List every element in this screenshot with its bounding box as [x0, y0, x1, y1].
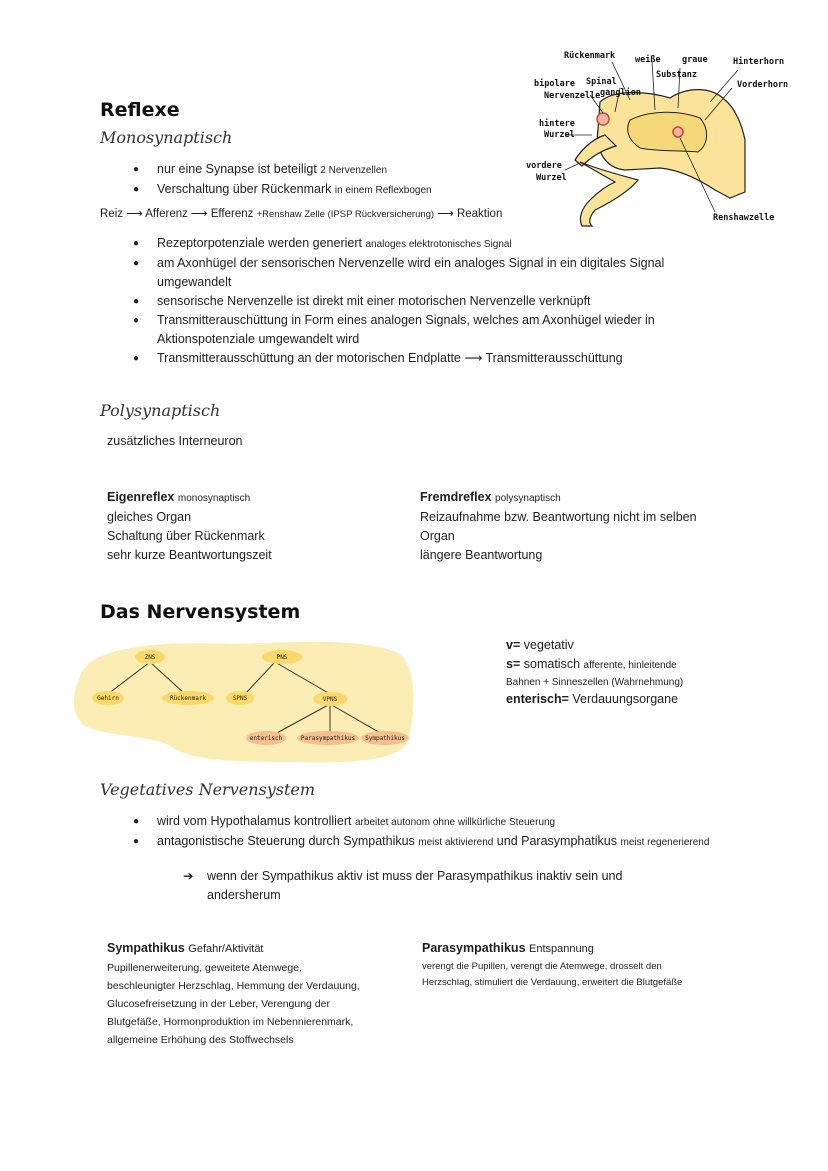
spinal-nerve — [580, 162, 638, 226]
label-vorderhorn: Vorderhorn — [737, 80, 789, 90]
parasympathikus-block: Parasympathikus Entspannung verengt die Pupillen, verengt die Atemwege, drosselt den Herzschlag, stimuliert die Verdauung, erweitert die Blutgefäße — [422, 941, 683, 988]
eigenreflex-block: Eigenreflex monosynaptisch gleiches Organ Schaltung über Rückenmark sehr kurze Beantwortungszeit — [107, 490, 272, 562]
vegetativ-heading: Vegetatives Nervensystem — [100, 780, 316, 799]
label-spinal: Spinal — [586, 77, 617, 87]
label-weisse: weiße — [635, 55, 661, 65]
label-rueckenmark: Rückenmark — [564, 51, 616, 61]
list-item: ● sensorische Nervenzelle ist direkt mit einer motorischen Nervenzelle verknüpft — [133, 292, 713, 311]
label-substanz: Substanz — [656, 70, 697, 80]
label-ganglion: ganglion — [600, 88, 641, 98]
sympathikus-block: Sympathikus Gefahr/Aktivität Pupillenerweiterung, geweitete Atenwege, beschleunigter Herzschlag, Hemmung der Verdauung, Glucosefreisetzung in der Leber, Verengung der Blutgefäße, Hormonproduktion im Nebennierenmark, allgemeine Erhöhung des Stoffwechsels — [107, 941, 360, 1046]
list-item: ● wird vom Hypothalamus kontrolliert arbeitet autonom ohne willkürliche Steuerung — [133, 812, 713, 832]
list-item: ● antagonistische Steuerung durch Sympathikus meist aktivierend und Parasymphatikus meist regenerierend — [133, 832, 713, 852]
label-vordere: vordere — [526, 161, 562, 171]
nervensystem-title: Das Nervensystem — [100, 601, 301, 623]
mono-bullet-list — [133, 160, 553, 200]
reflexe-title: Reflexe — [100, 99, 180, 121]
bipolar-neuron-icon — [597, 113, 609, 125]
spinal-cord-diagram — [520, 40, 800, 230]
reflex-bullet-list — [133, 234, 713, 368]
reflex-chain: Reiz ⟶ Afferenz ⟶ Efferenz +Renshaw Zelle (IPSP Rückversicherung) ⟶ Reaktion — [100, 208, 503, 220]
arrow-right-icon: ➔ — [183, 869, 194, 883]
list-item: ● Transmitterauschüttung in Form eines analogen Signals, welches am Axonhügel wieder in Aktionspotenziale umgewandelt wird — [133, 311, 713, 349]
node-vpns-label: VPNS — [322, 696, 338, 703]
nervous-system-tree — [70, 636, 415, 766]
node-gehirn-label: Gehirn — [97, 695, 119, 702]
monosynaptisch-heading: Monosynaptisch — [100, 128, 233, 147]
node-pns-label: PNS — [276, 654, 288, 661]
label-nervenzelle: Nervenzelle — [544, 91, 601, 101]
list-item: ● Verschaltung über Rückenmark in einem Reflexbogen — [133, 180, 553, 200]
node-spns-label: SPNS — [232, 695, 248, 702]
label-wurzel-2: Wurzel — [536, 173, 567, 183]
node-parasympathikus-label: Parasympathikus — [300, 735, 356, 742]
list-item: ● Transmitterausschüttung an der motorischen Endplatte ⟶ Transmitterausschüttung — [133, 349, 713, 368]
label-graue: graue — [682, 55, 708, 65]
poly-text: zusätzliches Interneuron — [107, 434, 243, 448]
vegetativ-bullet-list — [133, 812, 713, 852]
fremdreflex-block: Fremdreflex polysynaptisch Reizaufnahme bzw. Beantwortung nicht im selben Organ längere Beantwortung — [420, 490, 697, 562]
label-renshawzelle: Renshawzelle — [713, 213, 775, 223]
label-hinterhorn: Hinterhorn — [733, 57, 785, 67]
list-item: ● am Axonhügel der sensorischen Nervenzelle wird ein analoges Signal in ein digitales Signal umgewandelt — [133, 254, 713, 292]
polysynaptisch-heading: Polysynaptisch — [100, 401, 221, 420]
list-item: ● nur eine Synapse ist beteiligt 2 Nervenzellen — [133, 160, 553, 180]
label-wurzel-1: Wurzel — [544, 130, 575, 140]
arrow-note: ➔ wenn der Sympathikus aktiv ist muss der Parasympathikus inaktiv sein und andersherum — [183, 869, 623, 902]
grey-matter — [628, 112, 707, 152]
list-item: ● Rezeptorpotenziale werden generiert analoges elektrotonisches Signal — [133, 234, 713, 254]
node-sympathikus-label: Sympathikus — [365, 735, 405, 742]
node-zns-label: ZNS — [144, 654, 156, 661]
label-hintere: hintere — [539, 119, 575, 129]
renshaw-cell-icon — [673, 127, 683, 137]
nervensystem-legend: v= vegetativ s= somatisch afferente, hinleitende Bahnen + Sinneszellen (Wahrnehmung) enterisch= Verdauungsorgane — [506, 638, 684, 706]
node-enterisch-label: enterisch — [249, 735, 283, 742]
label-bipolare: bipolare — [534, 79, 575, 89]
node-rueckenmark-label: Rückenmark — [169, 695, 207, 702]
